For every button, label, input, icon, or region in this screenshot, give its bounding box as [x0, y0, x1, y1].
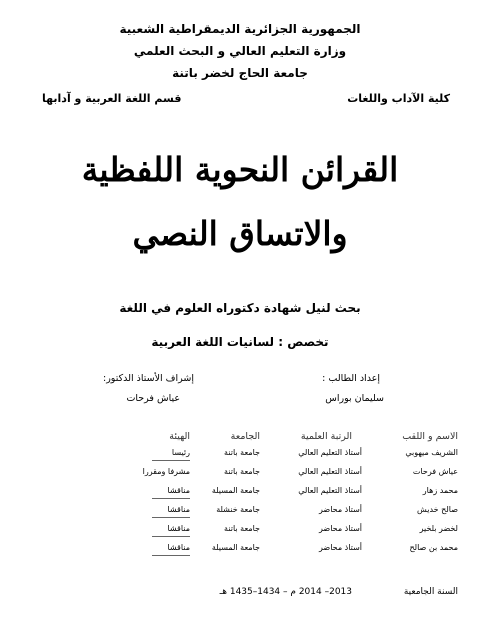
table-cell: لخضر بلخير	[419, 524, 458, 533]
academic-year-label: السنة الجامعية	[403, 587, 458, 597]
student-name: سليمان بوراس	[325, 393, 384, 404]
table-cell: مناقشا	[167, 486, 190, 495]
academic-year-value: 2013– 2014 م – 1434–1435 هـ	[219, 587, 352, 597]
table-cell: أستاذ محاضر	[319, 505, 362, 514]
table-cell: أستاذ محاضر	[319, 543, 362, 552]
table-cell: محمد زهار	[422, 486, 458, 495]
department-name: قسم اللغة العربية و آدابها	[42, 92, 182, 105]
table-cell: أستاذ محاضر	[319, 524, 362, 533]
supervisor-name: عياش فرحات	[126, 393, 180, 404]
table-cell: مناقشا	[167, 524, 190, 533]
table-cell: مناقشا	[167, 505, 190, 514]
prepared-by-label: إعداد الطالب :	[322, 373, 380, 384]
university-line: جامعة الحاج لخضر باتنة	[172, 66, 308, 80]
table-cell: محمد بن صالح	[409, 543, 458, 552]
table-cell: جامعة باتنة	[224, 467, 260, 476]
dotted-rule	[152, 536, 190, 537]
table-cell: جامعة خنشلة	[216, 505, 260, 514]
table-cell: جامعة باتنة	[224, 448, 260, 457]
dotted-rule	[152, 460, 190, 461]
col-header-university: الجامعة	[230, 431, 260, 442]
dotted-rule	[152, 555, 190, 556]
supervisor-label: إشراف الأستاذ الدكتور:	[103, 373, 194, 384]
thesis-title-line1: القرائن النحوية اللفظية	[81, 150, 399, 189]
table-cell: جامعة المسيلة	[211, 486, 260, 495]
col-header-name: الاسم و اللقب	[402, 431, 458, 442]
thesis-title-line2: والاتساق النصي	[132, 214, 348, 253]
degree-line: بحث لنيل شهادة دكتوراه العلوم في اللغة	[119, 301, 361, 315]
table-cell: مشرفا ومقررا	[142, 467, 190, 476]
table-cell: جامعة المسيلة	[211, 543, 260, 552]
table-cell: رئيسا	[171, 448, 190, 457]
faculty-name: كلية الآداب واللغات	[347, 92, 450, 105]
table-cell: مناقشا	[167, 543, 190, 552]
dotted-rule	[152, 498, 190, 499]
table-cell: أستاذ التعليم العالي	[298, 448, 362, 457]
specialty-line: تخصص : لسانيات اللغة العربية	[151, 335, 329, 349]
col-header-rank: الرتبة العلمية	[300, 431, 352, 442]
col-header-role: الهيئة	[169, 431, 190, 442]
table-cell: صالح خديش	[417, 505, 458, 514]
dotted-rule	[152, 517, 190, 518]
table-cell: الشريف ميهوبي	[405, 448, 458, 457]
republic-line: الجمهورية الجزائرية الديمقراطية الشعبية	[119, 22, 361, 36]
table-cell: أستاذ التعليم العالي	[298, 467, 362, 476]
ministry-line: وزارة التعليم العالي و البحث العلمي	[133, 44, 347, 58]
table-cell: عياش فرحات	[412, 467, 458, 476]
table-cell: جامعة باتنة	[224, 524, 260, 533]
table-cell: أستاذ التعليم العالي	[298, 486, 362, 495]
